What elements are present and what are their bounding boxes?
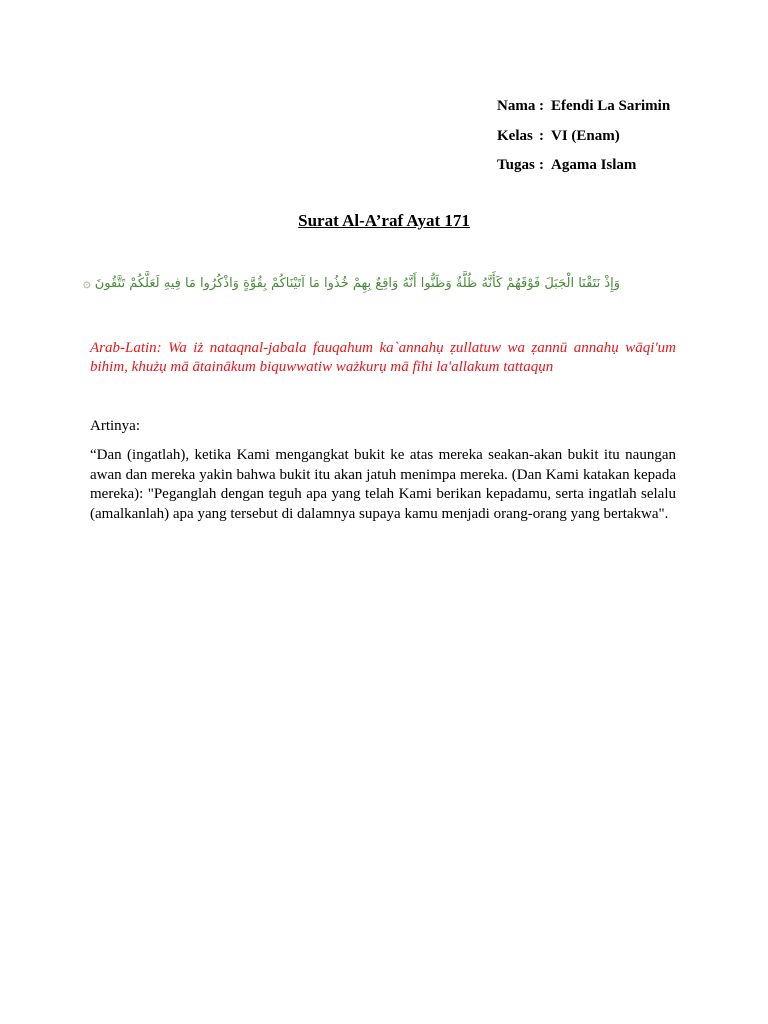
translation-text: “Dan (ingatlah), ketika Kami mengangkat bukit ke atas mereka seakan-akan bukit itu naungan awan dan mereka yakin bahwa bukit itu akan jatuh menimpa mereka. (Dan Kami katakan kepada mereka): "Peganglah dengan teguh apa yang telah Kami berikan kepadamu, serta ingatlah selalu (amalkanlah) apa yang tersebut di dalamnya supaya kamu menjadi orang-orang yang bertakwa".	[90, 447, 676, 522]
student-identity	[497, 92, 670, 181]
identity-row-tugas	[497, 151, 670, 181]
arabic-verse: وَإِذْ نَتَقْنَا الْجَبَلَ فَوْقَهُمْ كَأَنَّهُ ظُلَّةٌ وَظَنُّوا أَنَّهُ وَاقِعٌ بِهِمْ خُذُوا مَا آتَيْنَاكُمْ بِقُوَّةٍ وَاذْكُرُوا مَا فِيهِ لَعَلَّكُمْ تَتَّقُونَ ۞	[82, 276, 620, 291]
identity-label: Nama	[497, 98, 536, 115]
identity-separator: :	[539, 127, 544, 144]
identity-label: Tugas	[497, 157, 535, 174]
identity-separator: :	[539, 157, 544, 174]
identity-value: Agama Islam	[551, 157, 637, 174]
arab-latin-transliteration: Arab-Latin: Wa iż nataqnal-jabala fauqahum ka`annahụ ẓullatuw wa ẓannū annahụ wāqi'um bihim, khużụ mā ātainākum biquwwatiw ważkurụ mā fīhi la'allakum tattaqụn	[90, 340, 676, 375]
identity-row-nama	[497, 92, 670, 122]
identity-value: Efendi La Sarimin	[551, 98, 671, 115]
identity-separator: :	[539, 98, 544, 115]
document-title: Surat Al-A’raf Ayat 171	[298, 211, 470, 230]
identity-value: VI (Enam)	[551, 127, 620, 144]
identity-row-kelas	[497, 122, 670, 152]
translation-heading: Artinya:	[90, 418, 140, 434]
identity-label: Kelas	[497, 127, 533, 144]
